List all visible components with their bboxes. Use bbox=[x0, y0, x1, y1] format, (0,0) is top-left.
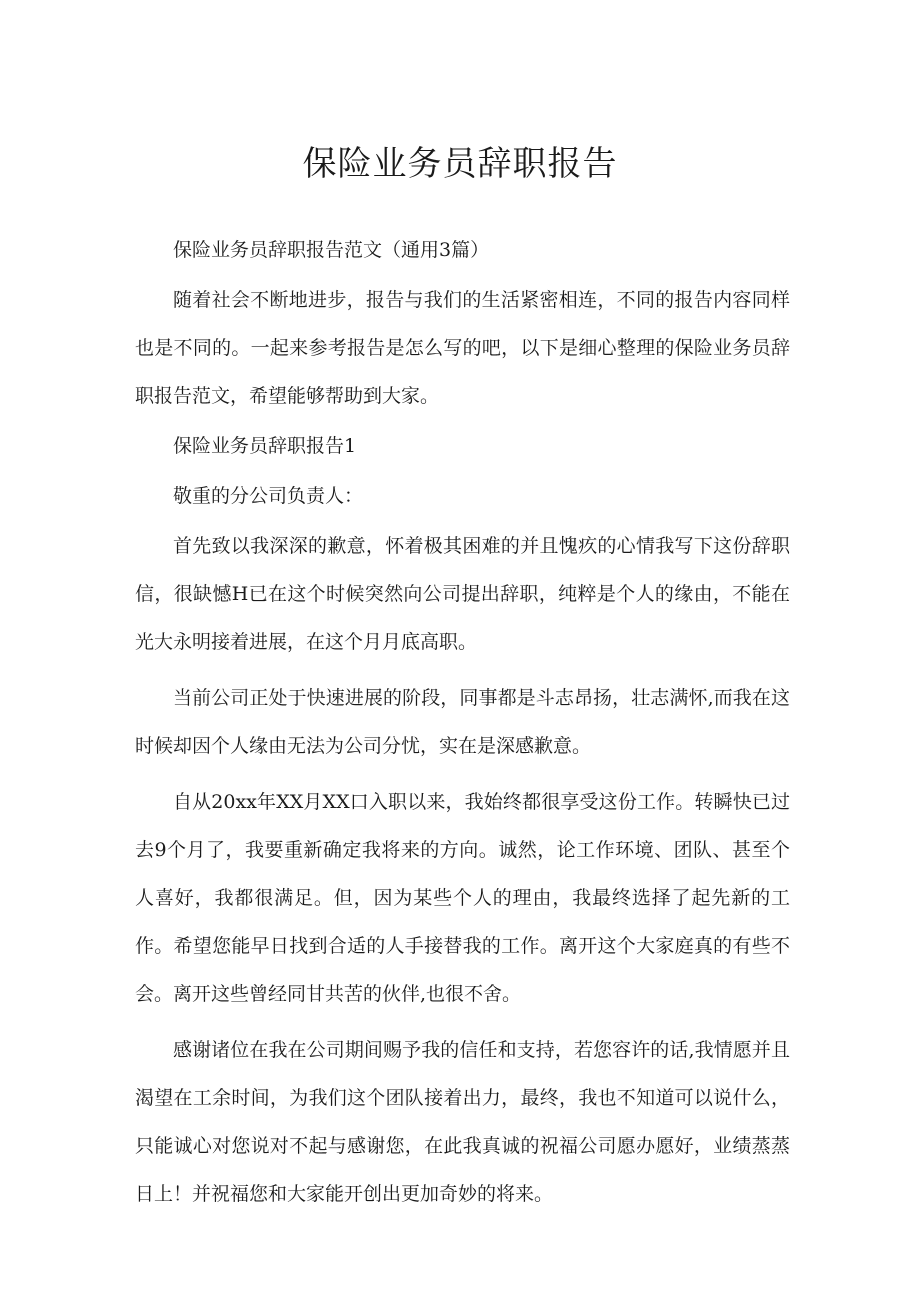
document-body bbox=[135, 226, 790, 1218]
paragraph-intro: 随着社会不断地进步，报告与我们的生活紧密相连，不同的报告内容同样也是不同的。一起来参考报告是怎么写的吧，以下是细心整理的保险业务员辞职报告范文，希望能够帮助到大家。 bbox=[135, 289, 790, 407]
paragraph-section-heading: 保险业务员辞职报告1 bbox=[173, 435, 357, 457]
paragraph-apology: 首先致以我深深的歉意，怀着极其困难的并且愧疚的心情我写下这份辞职信，很缺憾H已在这个时候突然向公司提出辞职，纯粹是个人的缘由，不能在光大永明接着进展，在这个月月底高职。 bbox=[135, 535, 790, 653]
paragraph-salutation: 敬重的分公司负责人： bbox=[173, 485, 364, 507]
document-title: 保险业务员辞职报告 bbox=[302, 144, 618, 184]
paragraph-thanks: 感谢诸位在我在公司期间赐予我的信任和支持，若您容许的话,我情愿并且渴望在工余时间，为我们这个团队接着出力，最终，我也不知道可以说什么，只能诚心对您说对不起与感谢您，在此我真诚的祝福公司愿办愿好，业绩蒸蒸日上！并祝福您和大家能开创出更加奇妙的将来。 bbox=[135, 1039, 790, 1205]
paragraph-tenure: 自从20xx年XX月XX口入职以来，我始终都很享受这份工作。转瞬快已过去9个月了，我要重新确定我将来的方向。诚然，论工作环境、团队、甚至个人喜好，我都很满足。但，因为某些个人的理由，我最终选择了起先新的工作。希望您能早日找到合适的人手接替我的工作。离开这个大家庭真的有些不会。离开这些曾经同甘共苦的伙伴,也很不舍。 bbox=[135, 791, 790, 1005]
paragraph-subtitle: 保险业务员辞职报告范文（通用3篇） bbox=[173, 239, 490, 261]
paragraph-company-status: 当前公司正处于快速进展的阶段，同事都是斗志昂扬，壮志满怀,而我在这时候却因个人缘由无法为公司分忧，实在是深感歉意。 bbox=[135, 687, 790, 757]
